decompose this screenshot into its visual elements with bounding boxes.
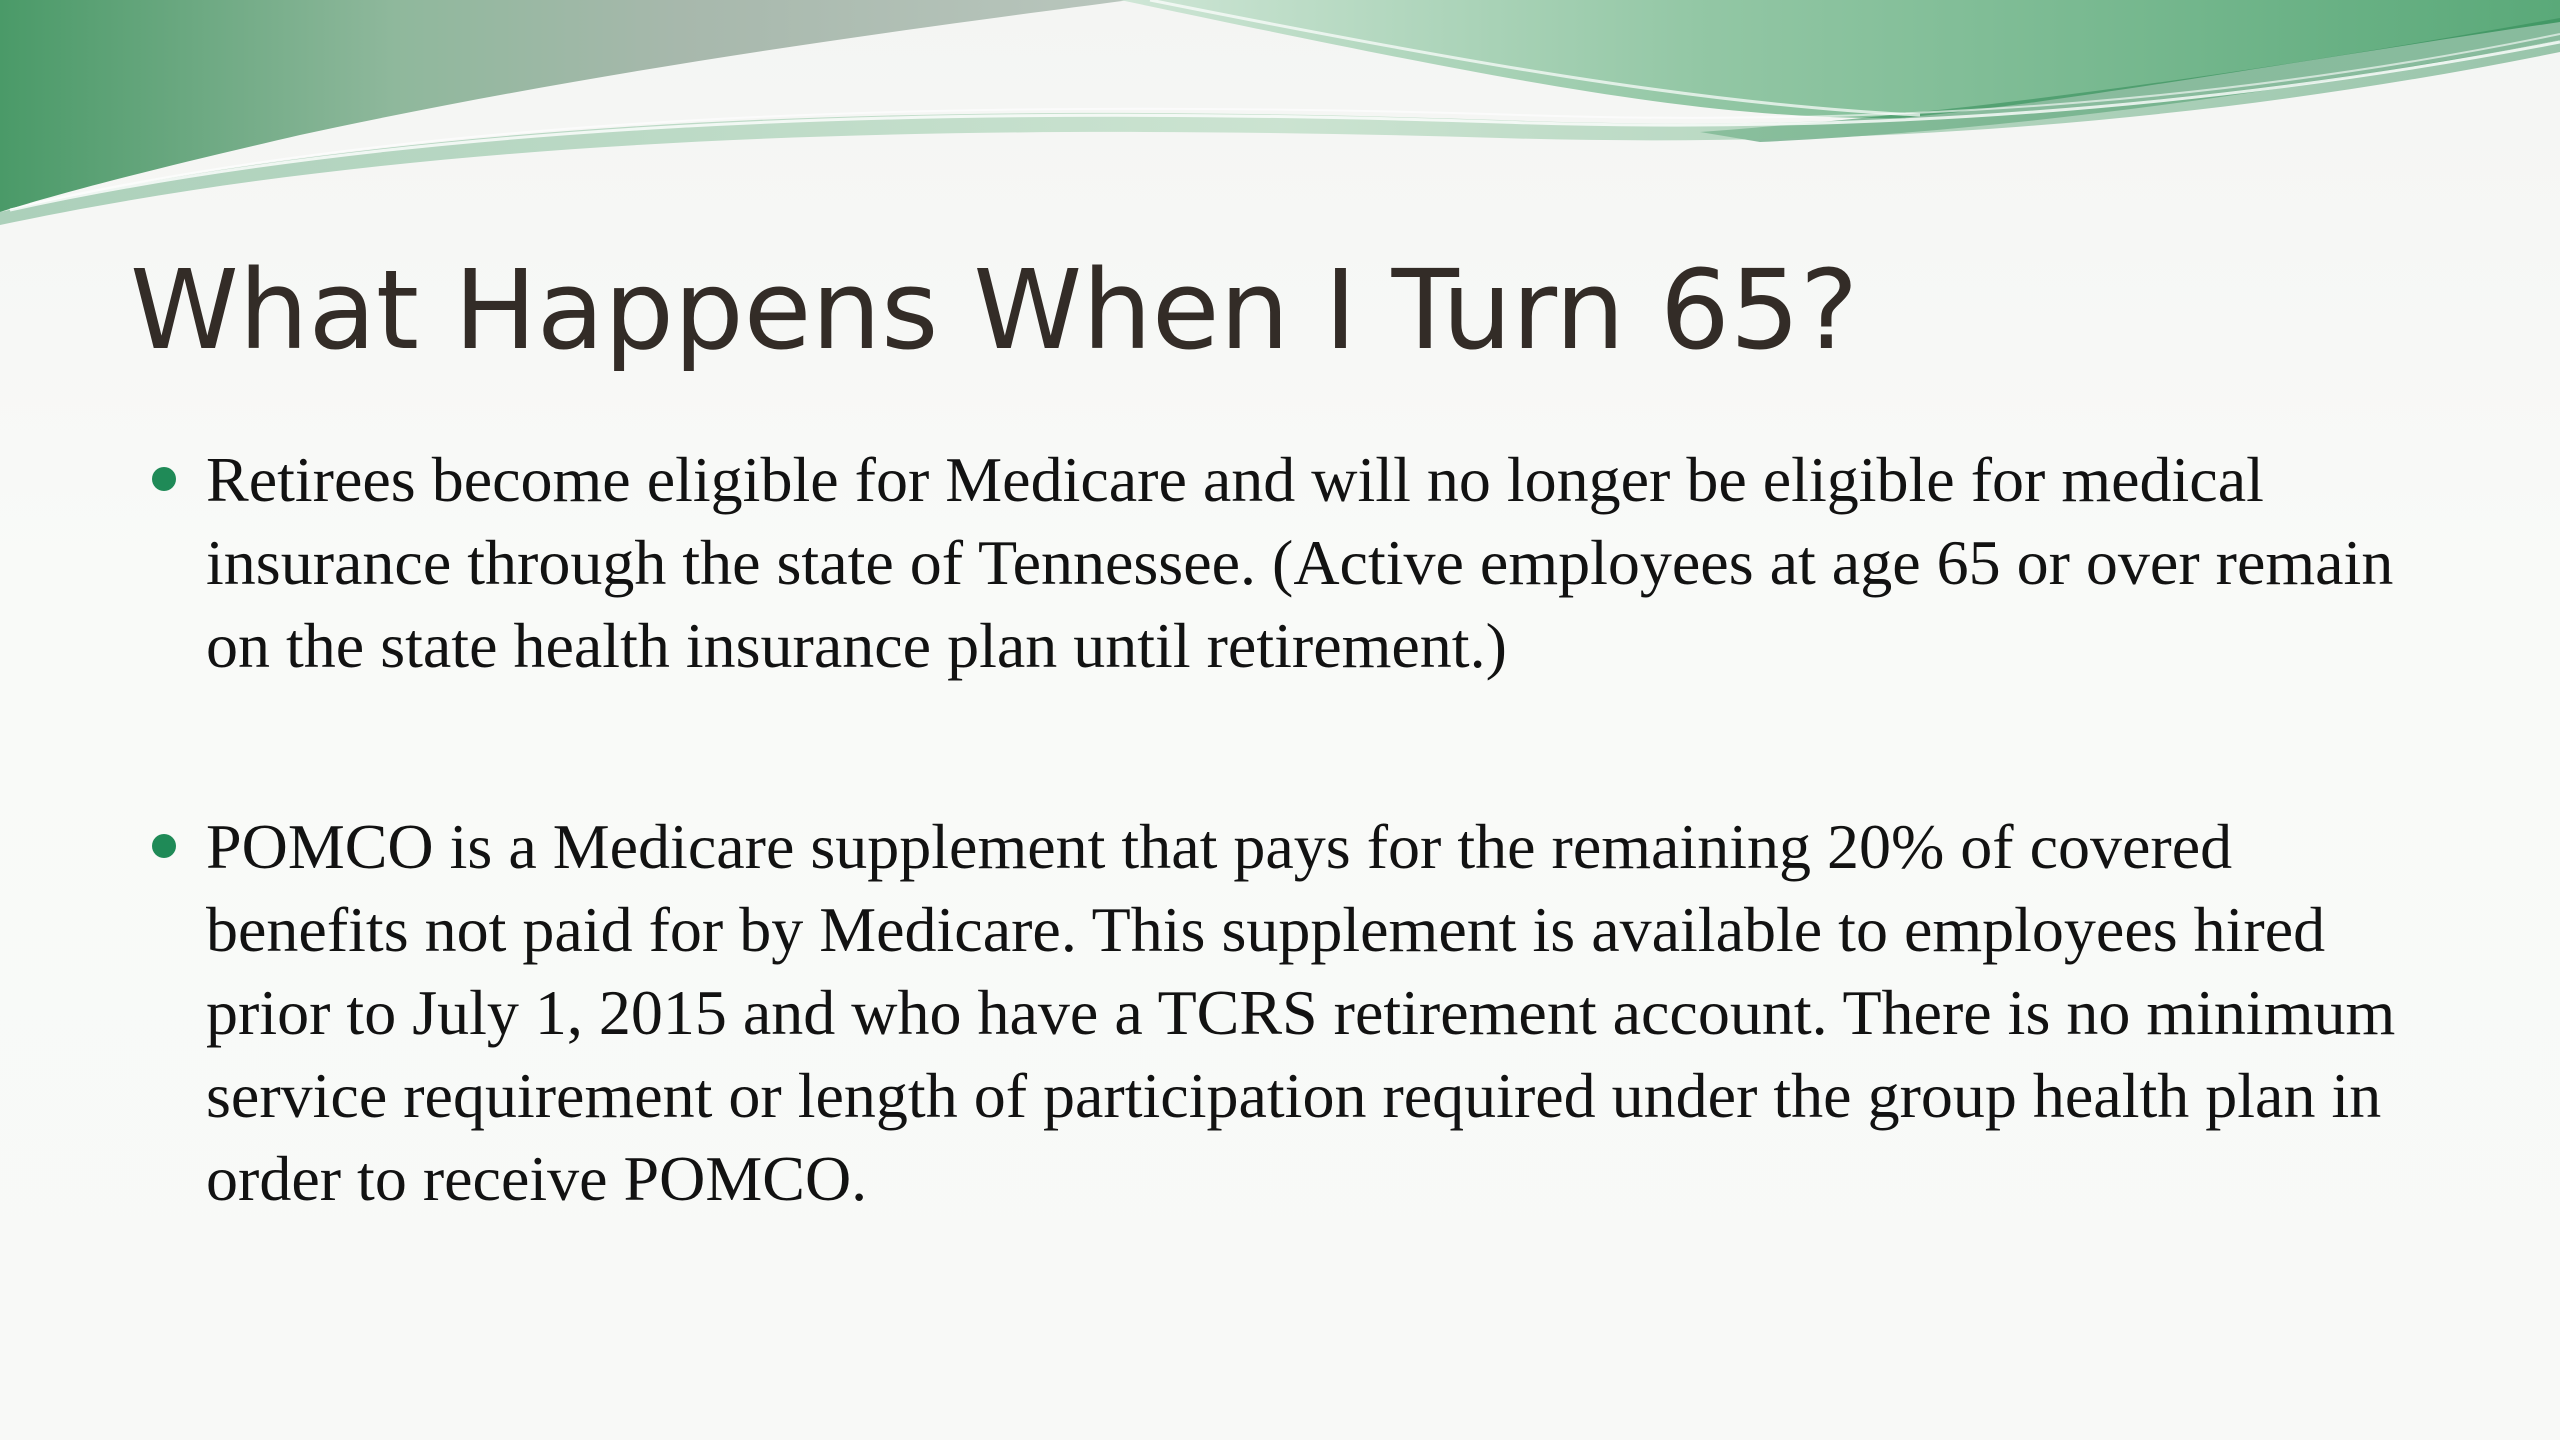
bullet-text: POMCO is a Medicare supplement that pays for the remaining 20% of covered benefits not paid for by Medicare. This supplement is available to employees hired prior to July 1, 2015 and who have a TCRS retirement account. There is no minimum service requirement or length of participation required under the group health plan in order to receive POMCO.: [206, 811, 2396, 1214]
bullet-item-pomco-supplement: [150, 805, 2430, 1220]
bullet-item-medicare-eligibility: [150, 438, 2430, 687]
slide-title: What Happens When I Turn 65?: [130, 246, 1859, 374]
header-wave-decoration: [0, 0, 2560, 240]
bullet-text: Retirees become eligible for Medicare and will no longer be eligible for medical insurance through the state of Tennessee. (Active employees at age 65 or over remain on the state health insurance plan until retirement.): [206, 444, 2394, 681]
bullet-list: [150, 438, 2430, 1220]
bullet-dot-icon: [152, 467, 176, 491]
bullet-dot-icon: [152, 834, 176, 858]
